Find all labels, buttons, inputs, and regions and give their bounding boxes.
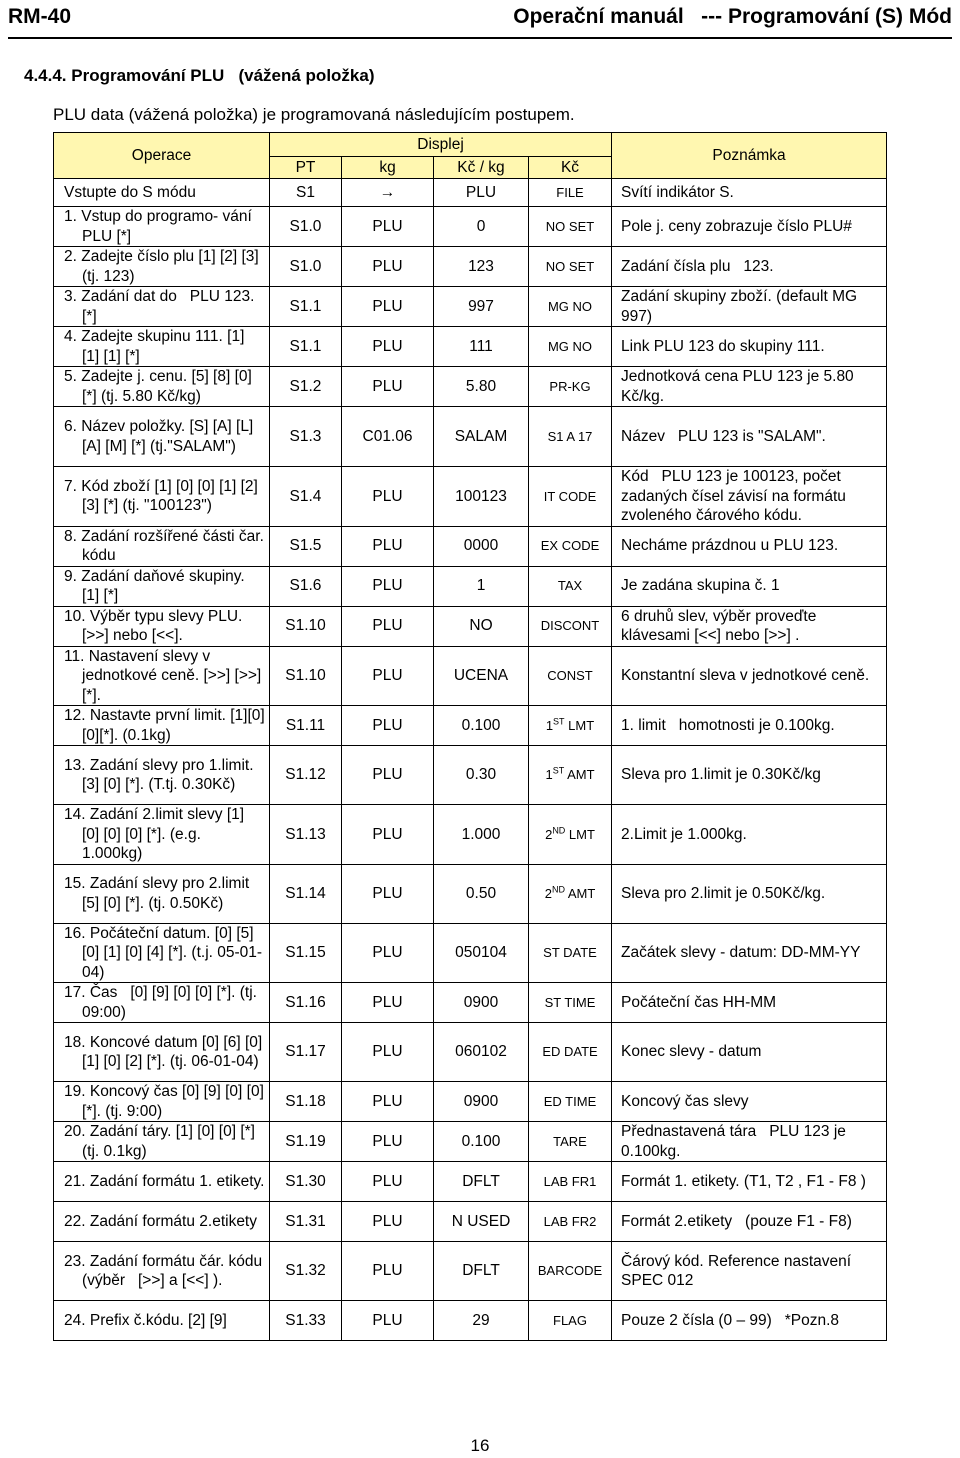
header-manual-title: Operační manuál --- Programování (S) Mód xyxy=(513,5,952,28)
display-kc-kg: UCENA xyxy=(434,646,529,706)
display-kc-kg: 997 xyxy=(434,287,529,327)
display-kg: PLU xyxy=(342,566,434,606)
operation-cell xyxy=(54,1082,270,1122)
display-kg: PLU xyxy=(342,805,434,865)
operation-text: 9. Zadání daňové skupiny. [1] [*] xyxy=(64,567,249,604)
display-kc: MG NO xyxy=(529,327,612,367)
operation-text: 8. Zadání rozšířené části čar. kódu xyxy=(64,527,269,564)
operation-text: 22. Zadání formátu 2.etikety xyxy=(64,1212,257,1230)
table-row xyxy=(54,1082,887,1122)
note-cell: Počáteční čas HH-MM xyxy=(612,983,887,1023)
display-kg: PLU xyxy=(342,1242,434,1301)
operation-text: 4. Zadejte skupinu 111. [1] [1] [1] [*] xyxy=(64,328,249,365)
operation-cell xyxy=(54,407,270,467)
display-pt: S1.16 xyxy=(270,983,342,1023)
display-kc-kg: 5.80 xyxy=(434,367,529,407)
display-pt: S1.10 xyxy=(270,646,342,706)
display-kg: PLU xyxy=(342,1082,434,1122)
display-kc: ST TIME xyxy=(529,983,612,1023)
col-header-operation: Operace xyxy=(54,133,270,179)
note-cell: Pole j. ceny zobrazuje číslo PLU# xyxy=(612,207,887,247)
operation-text: 14. Zadání 2.limit slevy [1] [0] [0] [0] [*]. (e.g. 1.000kg) xyxy=(64,806,249,862)
display-pt: S1.2 xyxy=(270,367,342,407)
display-kc: CONST xyxy=(529,646,612,706)
operation-text: Vstupte do S módu xyxy=(64,183,196,201)
display-kc-number: 1 xyxy=(545,767,553,783)
display-pt: S1.10 xyxy=(270,606,342,646)
operation-text: 10. Výběr typu slevy PLU. [>>] nebo [<<]. xyxy=(64,607,247,644)
operation-text: 16. Počáteční datum. [0] [5] [0] [1] [0] [4] [*]. (t.j. 05-01-04) xyxy=(64,924,263,981)
page-number: 16 xyxy=(470,1436,490,1455)
table-row xyxy=(54,983,887,1023)
table-row xyxy=(54,1301,887,1341)
table-row xyxy=(54,407,887,467)
note-cell: Sleva pro 2.limit je 0.50Kč/kg. xyxy=(612,864,887,923)
display-kc-ordinal: ST xyxy=(553,716,565,727)
display-kc: NO SET xyxy=(529,247,612,287)
display-kg: PLU xyxy=(342,706,434,746)
display-kc-kg: 050104 xyxy=(434,923,529,983)
table-row xyxy=(54,606,887,646)
display-pt: S1.13 xyxy=(270,805,342,865)
header-model: RM-40 xyxy=(8,5,72,28)
note-cell: Zadání čísla plu 123. xyxy=(612,247,887,287)
table-row xyxy=(54,566,887,606)
display-pt: S1.18 xyxy=(270,1082,342,1122)
header-rule xyxy=(8,37,952,39)
page-header xyxy=(8,0,952,34)
display-kg: PLU xyxy=(342,606,434,646)
display-pt: S1.5 xyxy=(270,526,342,566)
section-title: 4.4.4. Programování PLU (vážená položka) xyxy=(24,66,375,85)
table-row xyxy=(54,247,887,287)
operation-cell xyxy=(54,526,270,566)
operation-cell xyxy=(54,646,270,706)
display-pt: S1.17 xyxy=(270,1023,342,1082)
display-kc-kg: 0.100 xyxy=(434,1122,529,1162)
note-cell: Formát 2.etikety (pouze F1 - F8) xyxy=(612,1202,887,1242)
display-pt: S1 xyxy=(270,179,342,207)
display-kg: PLU xyxy=(342,1023,434,1082)
operation-cell xyxy=(54,327,270,367)
display-kc-kg: NO xyxy=(434,606,529,646)
operation-cell xyxy=(54,1023,270,1082)
operation-cell xyxy=(54,1301,270,1341)
note-cell: Konstantní sleva v jednotkové ceně. xyxy=(612,646,887,706)
display-kc: BARCODE xyxy=(529,1242,612,1301)
operation-text: 23. Zadání formátu čár. kódu (výběr [>>] a [<<] ). xyxy=(64,1252,267,1289)
note-cell: Formát 1. etikety. (T1, T2 , F1 - F8 ) xyxy=(612,1162,887,1202)
display-kc: FLAG xyxy=(529,1301,612,1341)
note-cell: Pouze 2 čísla (0 – 99) *Pozn.8 xyxy=(612,1301,887,1341)
display-kc-kg: 0.30 xyxy=(434,746,529,805)
display-kc-kg: 0.100 xyxy=(434,706,529,746)
display-pt: S1.11 xyxy=(270,706,342,746)
display-kc: FILE xyxy=(529,179,612,207)
display-kg: PLU xyxy=(342,1162,434,1202)
display-kc-number: 2 xyxy=(545,826,553,842)
operation-cell xyxy=(54,287,270,327)
display-pt: S1.14 xyxy=(270,864,342,923)
display-kg: PLU xyxy=(342,923,434,983)
operation-cell xyxy=(54,467,270,527)
display-kc: ST DATE xyxy=(529,923,612,983)
display-pt: S1.3 xyxy=(270,407,342,467)
display-kc-kg: 111 xyxy=(434,327,529,367)
display-kc-kg: 100123 xyxy=(434,467,529,527)
display-kc: ED DATE xyxy=(529,1023,612,1082)
display-kg: PLU xyxy=(342,287,434,327)
display-kc-number: 1 xyxy=(545,717,554,733)
col-header-pt: PT xyxy=(270,157,342,179)
display-kc-kg: 0000 xyxy=(434,526,529,566)
operation-cell xyxy=(54,706,270,746)
display-kc: DISCONT xyxy=(529,606,612,646)
display-kc-kg: 060102 xyxy=(434,1023,529,1082)
operation-cell xyxy=(54,746,270,805)
note-cell: Koncový čas slevy xyxy=(612,1082,887,1122)
operation-cell xyxy=(54,923,270,983)
display-kc: IT CODE xyxy=(529,467,612,527)
operation-cell xyxy=(54,367,270,407)
display-kc-kg: 0900 xyxy=(434,983,529,1023)
operation-text: 18. Koncové datum [0] [6] [0] [1] [0] [2] [*]. (tj. 06-01-04) xyxy=(64,1033,267,1070)
display-kc-number: 2 xyxy=(544,885,552,901)
table-row xyxy=(54,327,887,367)
display-kc-kg: 0.50 xyxy=(434,864,529,923)
operation-cell xyxy=(54,864,270,923)
operation-text: 24. Prefix č.kódu. [2] [9] xyxy=(64,1311,227,1329)
display-pt: S1.4 xyxy=(270,467,342,527)
display-kc-kg: DFLT xyxy=(434,1242,529,1301)
display-kc-kg: 0900 xyxy=(434,1082,529,1122)
col-header-kc-kg: Kč / kg xyxy=(434,157,529,179)
table-row xyxy=(54,207,887,247)
operation-cell xyxy=(54,1242,270,1301)
display-kg: PLU xyxy=(342,207,434,247)
display-kc-ordinal: ND xyxy=(552,825,566,836)
display-kg: PLU xyxy=(342,467,434,527)
note-cell: Link PLU 123 do skupiny 111. xyxy=(612,327,887,367)
display-kg: PLU xyxy=(342,247,434,287)
note-cell: Konec slevy - datum xyxy=(612,1023,887,1082)
display-kg: PLU xyxy=(342,1202,434,1242)
operation-text: 21. Zadání formátu 1. etikety. xyxy=(64,1172,265,1190)
operation-text: 17. Čas [0] [9] [0] [0] [*]. (tj. 09:00) xyxy=(64,984,262,1021)
operation-text: 7. Kód zboží [1] [0] [0] [1] [2] [3] [*] (tj. "100123") xyxy=(64,477,263,515)
display-kc xyxy=(529,805,612,865)
display-kc-suffix: AMT xyxy=(564,767,595,783)
display-kc: EX CODE xyxy=(529,526,612,566)
display-kg: PLU xyxy=(342,864,434,923)
display-kg: PLU xyxy=(342,1122,434,1162)
display-pt: S1.32 xyxy=(270,1242,342,1301)
display-kc: TAX xyxy=(529,566,612,606)
display-kc-kg: 1.000 xyxy=(434,805,529,865)
table-row xyxy=(54,1122,887,1162)
note-cell: Čárový kód. Reference nastavení SPEC 012 xyxy=(612,1242,887,1301)
operation-cell xyxy=(54,566,270,606)
display-pt: S1.19 xyxy=(270,1122,342,1162)
display-kc-suffix: LMT xyxy=(565,826,595,842)
operation-cell xyxy=(54,606,270,646)
operation-cell xyxy=(54,247,270,287)
display-kg: PLU xyxy=(342,367,434,407)
table-row xyxy=(54,287,887,327)
note-cell: Zadání skupiny zboží. (default MG 997) xyxy=(612,287,887,327)
display-pt: S1.31 xyxy=(270,1202,342,1242)
operation-cell xyxy=(54,805,270,865)
display-kc: LAB FR2 xyxy=(529,1202,612,1242)
display-kc-ordinal: ND xyxy=(551,884,565,895)
display-kc-kg: N USED xyxy=(434,1202,529,1242)
operation-text: 3. Zadání dat do PLU 123. [*] xyxy=(64,288,268,325)
col-header-display: Displej xyxy=(270,133,612,157)
operation-text: 19. Koncový čas [0] [9] [0] [0] [*]. (tj. 9:00) xyxy=(64,1083,269,1120)
note-cell: Přednastavená tára PLU 123 je 0.100kg. xyxy=(612,1122,887,1162)
intro-text: PLU data (vážená položka) je programovaná následujícím postupem. xyxy=(53,105,575,124)
display-kg: C01.06 xyxy=(342,407,434,467)
display-kg: PLU xyxy=(342,327,434,367)
display-kc: TARE xyxy=(529,1122,612,1162)
operation-text: 2. Zadejte číslo plu [1] [2] [3] (tj. 123) xyxy=(64,248,264,285)
table-row xyxy=(54,1242,887,1301)
display-kc-suffix: AMT xyxy=(564,885,596,901)
display-kc-kg: DFLT xyxy=(434,1162,529,1202)
operation-cell xyxy=(54,1202,270,1242)
display-kc-kg: SALAM xyxy=(434,407,529,467)
display-kc xyxy=(529,864,612,923)
operation-cell xyxy=(54,179,270,207)
operation-text: 20. Zadání táry. [1] [0] [0] [*] (tj. 0.1kg) xyxy=(64,1123,260,1160)
note-cell: 2.Limit je 1.000kg. xyxy=(612,805,887,865)
display-kg: PLU xyxy=(342,746,434,805)
display-kc-ordinal: ST xyxy=(552,765,565,776)
display-pt: S1.6 xyxy=(270,566,342,606)
display-kg: PLU xyxy=(342,983,434,1023)
note-cell: Sleva pro 1.limit je 0.30Kč/kg xyxy=(612,746,887,805)
note-cell: Kód PLU 123 je 100123, počet zadaných čísel závisí na formátu zvoleného čárového kódu. xyxy=(612,467,887,527)
note-cell: Je zadána skupina č. 1 xyxy=(612,566,887,606)
note-cell: Název PLU 123 is "SALAM". xyxy=(612,407,887,467)
display-pt: S1.1 xyxy=(270,287,342,327)
operation-text: 11. Nastavení slevy v jednotkové ceně. [>>] [>>] [*]. xyxy=(64,647,266,704)
table-row xyxy=(54,864,887,923)
display-kc: MG NO xyxy=(529,287,612,327)
display-kc: ED TIME xyxy=(529,1082,612,1122)
operation-text: 12. Nastavte první limit. [1][0][0][*]. (0.1kg) xyxy=(64,707,265,744)
operation-cell xyxy=(54,1122,270,1162)
col-header-note: Poznámka xyxy=(612,133,887,179)
display-pt: S1.12 xyxy=(270,746,342,805)
display-kc-kg: 123 xyxy=(434,247,529,287)
note-cell: Začátek slevy - datum: DD-MM-YY xyxy=(612,923,887,983)
display-kc: S1 A 17 xyxy=(529,407,612,467)
display-kc xyxy=(529,746,612,805)
operation-text: 15. Zadání slevy pro 2.limit [5] [0] [*]. (tj. 0.50Kč) xyxy=(64,875,254,912)
header-row xyxy=(54,133,887,157)
display-pt: S1.33 xyxy=(270,1301,342,1341)
display-kc: LAB FR1 xyxy=(529,1162,612,1202)
operation-cell xyxy=(54,1162,270,1202)
operation-text: 1. Vstup do programo- vání PLU [*] xyxy=(64,208,265,245)
table-row xyxy=(54,367,887,407)
display-kc-kg: 29 xyxy=(434,1301,529,1341)
display-pt: S1.15 xyxy=(270,923,342,983)
note-cell: Svítí indikátor S. xyxy=(612,179,887,207)
operation-text: 13. Zadání slevy pro 1.limit. [3] [0] [*]. (T.tj. 0.30Kč) xyxy=(64,756,258,793)
display-kc: NO SET xyxy=(529,207,612,247)
display-kc: PR-KG xyxy=(529,367,612,407)
table-row xyxy=(54,923,887,983)
table-row xyxy=(54,805,887,865)
display-kg: → xyxy=(342,179,434,207)
display-kc-suffix: LMT xyxy=(564,717,595,733)
display-kg: PLU xyxy=(342,1301,434,1341)
display-kc-kg: 0 xyxy=(434,207,529,247)
note-cell: 1. limit homotnosti je 0.100kg. xyxy=(612,706,887,746)
table-row xyxy=(54,467,887,527)
table-row xyxy=(54,646,887,706)
display-kg: PLU xyxy=(342,526,434,566)
display-kg: PLU xyxy=(342,646,434,706)
table-row xyxy=(54,1202,887,1242)
display-pt: S1.0 xyxy=(270,247,342,287)
display-kc-kg: 1 xyxy=(434,566,529,606)
programming-table xyxy=(53,132,887,1341)
operation-cell xyxy=(54,983,270,1023)
display-pt: S1.30 xyxy=(270,1162,342,1202)
display-pt: S1.0 xyxy=(270,207,342,247)
col-header-kc: Kč xyxy=(529,157,612,179)
display-kc-kg: PLU xyxy=(434,179,529,207)
display-pt: S1.1 xyxy=(270,327,342,367)
table-row xyxy=(54,746,887,805)
table-row xyxy=(54,1023,887,1082)
col-header-kg: kg xyxy=(342,157,434,179)
note-cell: 6 druhů slev, výběr proveďte klávesami [<<] nebo [>>] . xyxy=(612,606,887,646)
table-row xyxy=(54,526,887,566)
note-cell: Jednotková cena PLU 123 je 5.80 Kč/kg. xyxy=(612,367,887,407)
note-cell: Necháme prázdnou u PLU 123. xyxy=(612,526,887,566)
table-row xyxy=(54,179,887,207)
operation-text: 5. Zadejte j. cenu. [5] [8] [0] [*] (tj. 5.80 Kč/kg) xyxy=(64,368,257,405)
table-row xyxy=(54,706,887,746)
operation-text: 6. Název položky. [S] [A] [L] [A] [M] [*] (tj."SALAM") xyxy=(64,418,258,455)
table-row xyxy=(54,1162,887,1202)
display-kc xyxy=(529,706,612,746)
operation-cell xyxy=(54,207,270,247)
